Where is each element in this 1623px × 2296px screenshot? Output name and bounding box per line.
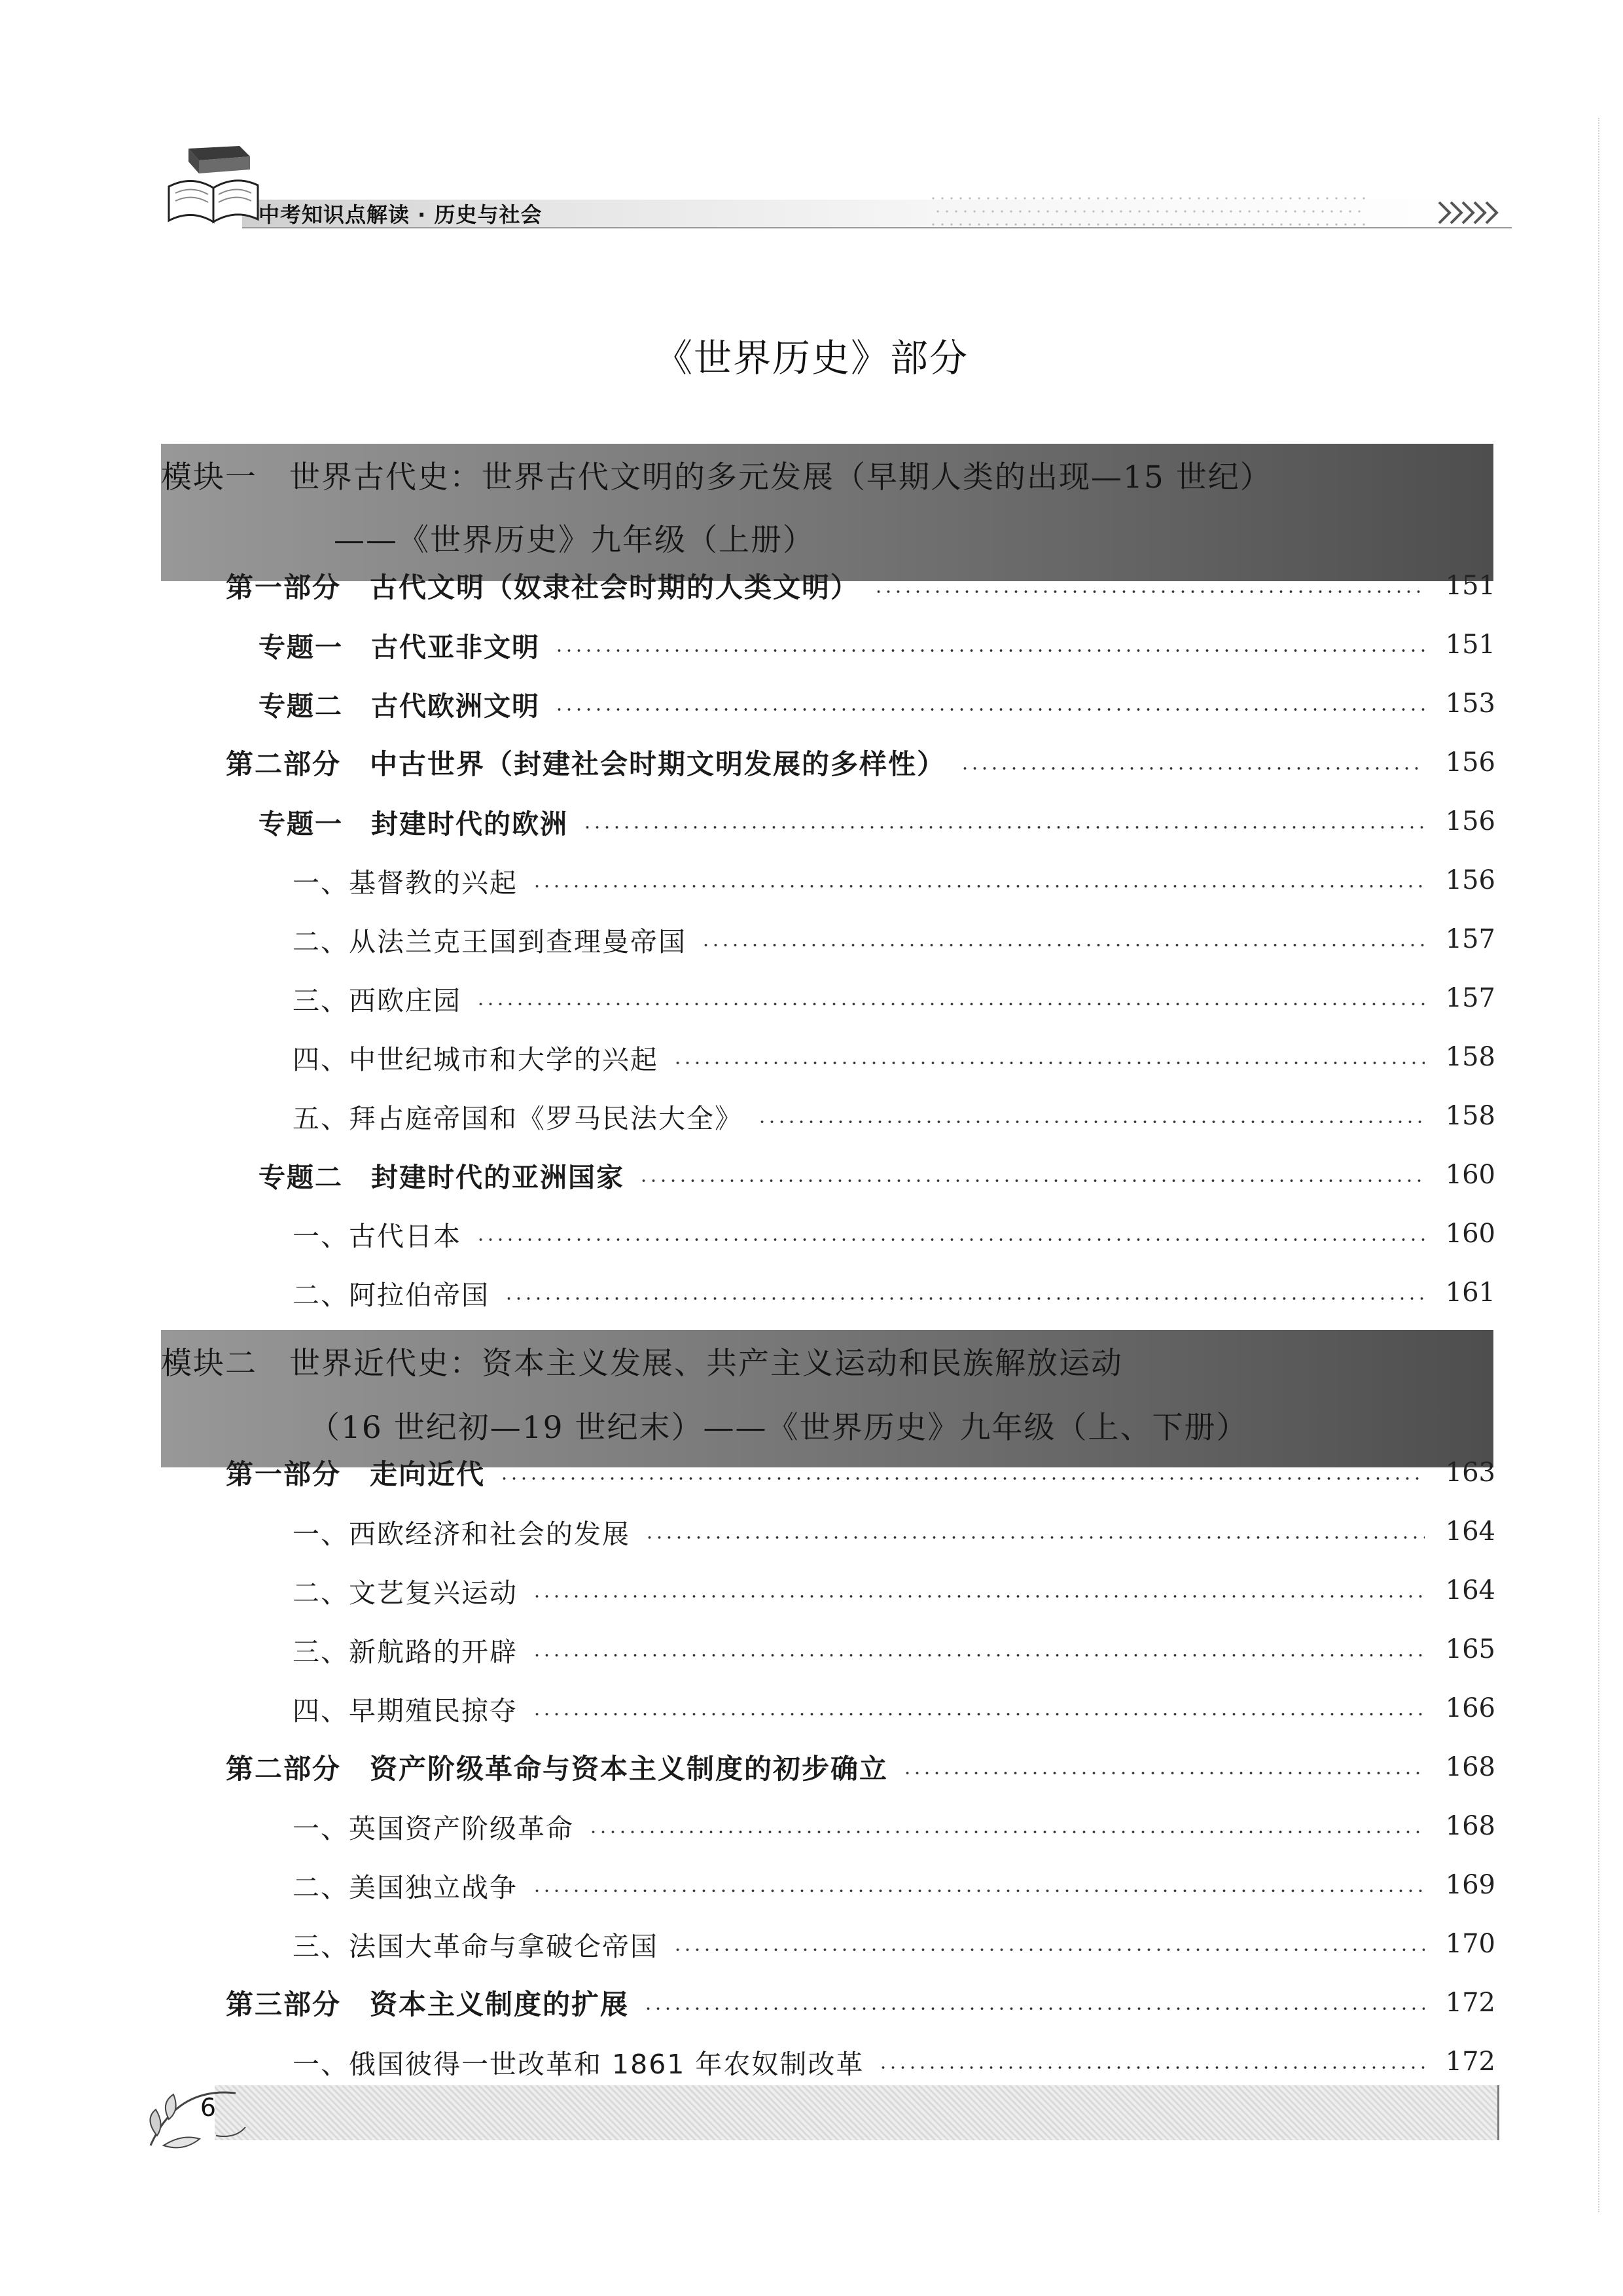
toc-label: 三、新航路的开辟	[293, 1636, 518, 1668]
toc-entry[interactable]	[293, 977, 1495, 1019]
dot-leader	[960, 767, 1425, 770]
toc-label: 二、文艺复兴运动	[293, 1577, 518, 1609]
toc-page-number: 161	[1445, 1278, 1495, 1308]
toc-label: 专题一 封建时代的欧洲	[259, 808, 568, 840]
dot-leader	[532, 885, 1425, 888]
toc-page-number: 156	[1445, 747, 1495, 778]
dot-leader	[476, 1238, 1425, 1241]
dot-leader	[554, 708, 1425, 711]
toc-page-number: 157	[1445, 924, 1495, 954]
footer-bar	[215, 2085, 1499, 2140]
dot-leader	[499, 1477, 1425, 1480]
toc-entry[interactable]	[259, 624, 1495, 666]
toc-entry[interactable]	[226, 1746, 1495, 1788]
dot-leader	[701, 944, 1425, 946]
toc-page-number: 151	[1445, 630, 1495, 660]
module-title: 模块一 世界古代史：世界古代文明的多元发展（早期人类的出现—15 世纪）	[161, 459, 1272, 495]
toc-label: 第一部分 走向近代	[226, 1458, 486, 1490]
module-banner-1	[161, 444, 1493, 581]
toc-entry[interactable]	[293, 1570, 1495, 1611]
dot-leader	[504, 1297, 1425, 1300]
dot-leader	[645, 1536, 1425, 1539]
module-subtitle: （16 世纪初—19 世纪末）——《世界历史》九年级（上、下册）	[309, 1410, 1249, 1446]
toc-entry[interactable]	[293, 1923, 1495, 1965]
toc-page-number: 160	[1445, 1219, 1495, 1249]
toc-page-number: 163	[1445, 1458, 1495, 1488]
module-title: 模块二 世界近代史：资本主义发展、共产主义运动和民族解放运动	[161, 1346, 1123, 1382]
toc-entry[interactable]	[226, 565, 1495, 607]
toc-entry[interactable]	[293, 918, 1495, 960]
dot-leader	[554, 649, 1425, 652]
toc-entry[interactable]	[259, 1154, 1495, 1196]
dot-leader	[588, 1831, 1425, 1833]
header-title: 中考知识点解读 · 历史与社会	[259, 202, 543, 227]
toc-label: 专题一 古代亚非文明	[259, 631, 540, 663]
dot-leader	[532, 1890, 1425, 1892]
toc-page-number: 158	[1445, 1042, 1495, 1072]
running-header	[151, 141, 1512, 232]
dot-leader	[532, 1713, 1425, 1715]
toc-label: 三、西欧庄园	[293, 984, 461, 1016]
dot-leader	[902, 1772, 1425, 1774]
toc-entry[interactable]	[293, 1095, 1495, 1137]
toc-page-number: 168	[1445, 1811, 1495, 1841]
dot-leader	[673, 1948, 1425, 1951]
toc-label: 一、古代日本	[293, 1220, 461, 1252]
dot-leader	[639, 1179, 1425, 1182]
dot-leader	[878, 2066, 1425, 2069]
toc-label: 二、阿拉伯帝国	[293, 1279, 490, 1311]
header-dot-pattern	[929, 189, 1374, 228]
toc-page-number: 170	[1445, 1929, 1495, 1959]
page-edge-line	[1598, 118, 1599, 2212]
toc-page-number: 157	[1445, 983, 1495, 1013]
page-number: 6	[200, 2093, 217, 2122]
toc-label: 二、从法兰克王国到查理曼帝国	[293, 925, 687, 958]
toc-label: 四、早期殖民掠夺	[293, 1695, 518, 1727]
toc-label: 第三部分 资本主义制度的扩展	[226, 1988, 630, 2020]
dot-leader	[476, 1003, 1425, 1005]
toc-label: 五、拜占庭帝国和《罗马民法大全》	[293, 1102, 743, 1134]
toc-page-number: 151	[1445, 571, 1495, 601]
toc-label: 三、法国大革命与拿破仑帝国	[293, 1930, 658, 1962]
toc-label: 第二部分 资产阶级革命与资本主义制度的初步确立	[226, 1753, 889, 1785]
toc-page-number: 165	[1445, 1634, 1495, 1664]
toc-entry[interactable]	[226, 1982, 1495, 2024]
toc-entry[interactable]	[293, 1864, 1495, 1906]
toc-label: 专题二 封建时代的亚洲国家	[259, 1161, 624, 1193]
section-title: 《世界历史》部分	[654, 336, 969, 380]
toc-page-number: 172	[1445, 2047, 1495, 2077]
toc-page-number: 172	[1445, 1988, 1495, 2018]
dot-leader	[673, 1062, 1425, 1064]
chevrons-right-icon	[1436, 194, 1508, 231]
toc-entry[interactable]	[226, 742, 1495, 783]
toc-label: 一、基督教的兴起	[293, 867, 518, 899]
toc-page-number: 156	[1445, 806, 1495, 836]
toc-label: 一、俄国彼得一世改革和 1861 年农奴制改革	[293, 2048, 865, 2080]
toc-entry[interactable]	[293, 1687, 1495, 1729]
module-subtitle: ——《世界历史》九年级（上册）	[334, 522, 815, 558]
book-cap-icon	[162, 141, 260, 232]
module-banner-2	[161, 1330, 1493, 1467]
toc-page-number: 164	[1445, 1575, 1495, 1605]
toc-page-number: 153	[1445, 689, 1495, 719]
toc-entry[interactable]	[293, 1036, 1495, 1078]
toc-entry[interactable]	[293, 1272, 1495, 1314]
toc-entry[interactable]	[293, 1213, 1495, 1255]
toc-label: 第二部分 中古世界（封建社会时期文明发展的多样性）	[226, 748, 946, 780]
toc-entry[interactable]	[293, 1628, 1495, 1670]
toc-label: 四、中世纪城市和大学的兴起	[293, 1043, 658, 1075]
toc-page-number: 158	[1445, 1101, 1495, 1131]
toc-label: 二、美国独立战争	[293, 1871, 518, 1903]
toc-page-number: 156	[1445, 865, 1495, 895]
toc-entry[interactable]	[259, 683, 1495, 725]
dot-leader	[532, 1595, 1425, 1598]
toc-page-number: 169	[1445, 1870, 1495, 1900]
toc-page-number: 160	[1445, 1160, 1495, 1190]
toc-entry[interactable]	[293, 1805, 1495, 1847]
dot-leader	[874, 590, 1425, 593]
toc-entry[interactable]	[226, 1452, 1495, 1494]
toc-label: 一、西欧经济和社会的发展	[293, 1518, 630, 1550]
dot-leader	[582, 826, 1425, 829]
toc-entry[interactable]	[293, 1511, 1495, 1552]
toc-page-number: 168	[1445, 1752, 1495, 1782]
dot-leader	[643, 2007, 1425, 2010]
toc-label: 专题二 古代欧洲文明	[259, 690, 540, 722]
toc-page-number: 166	[1445, 1693, 1495, 1723]
toc-label: 一、英国资产阶级革命	[293, 1812, 574, 1844]
toc-entry[interactable]	[259, 800, 1495, 842]
dot-leader	[757, 1121, 1425, 1123]
dot-leader	[532, 1654, 1425, 1657]
toc-label: 第一部分 古代文明（奴隶社会时期的人类文明）	[226, 571, 860, 603]
toc-page-number: 164	[1445, 1516, 1495, 1547]
page-footer	[137, 2073, 1499, 2159]
toc-entry[interactable]	[293, 859, 1495, 901]
